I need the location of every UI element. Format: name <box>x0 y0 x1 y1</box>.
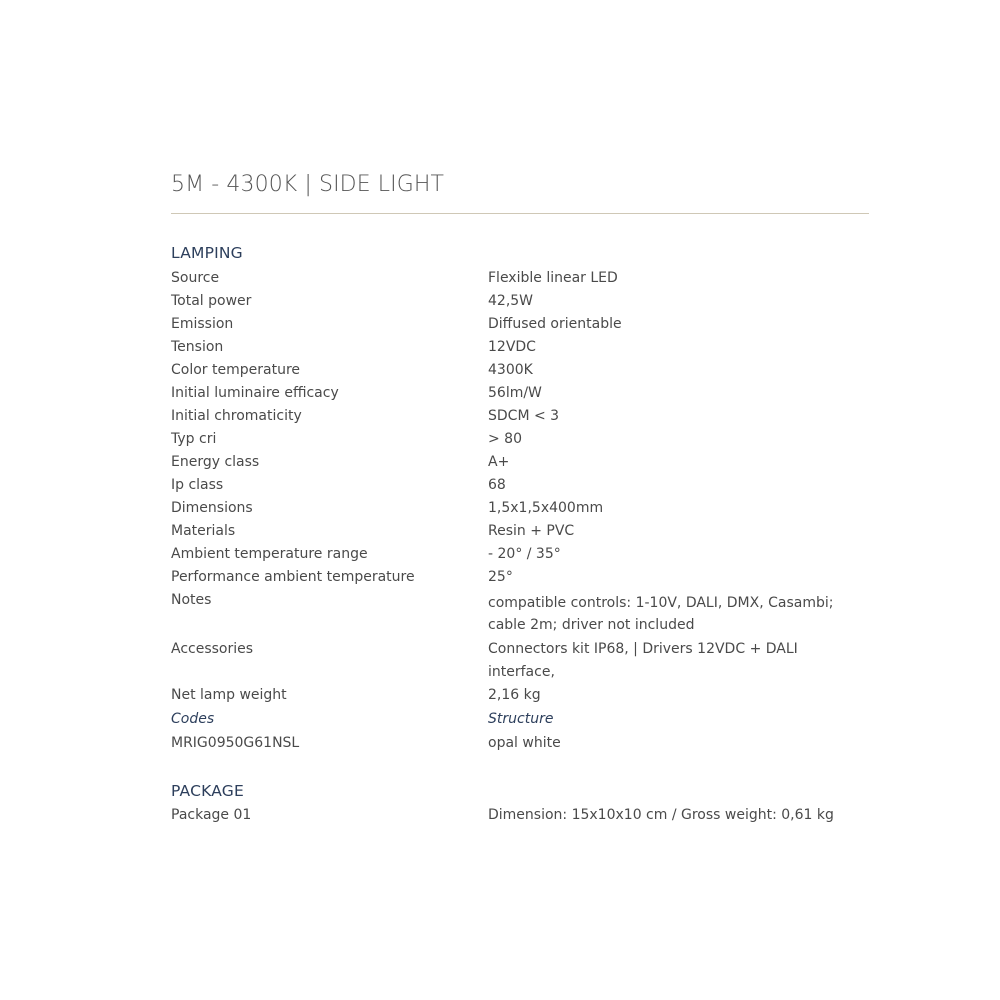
spec-label: Energy class <box>171 454 260 470</box>
package-label: Package 01 <box>171 807 252 823</box>
spec-label: Ambient temperature range <box>171 546 368 562</box>
spec-label: Total power <box>171 293 252 309</box>
spec-value: > 80 <box>488 431 522 447</box>
spec-value: Diffused orientable <box>488 316 622 332</box>
spec-label: Performance ambient temperature <box>171 569 415 585</box>
spec-label: Accessories <box>171 641 254 657</box>
spec-row-net-lamp-weight <box>171 684 869 707</box>
spec-row-typ-cri <box>171 428 869 451</box>
package-value: Dimension: 15x10x10 cm / Gross weight: 0,61 kg <box>488 807 834 823</box>
lamping-spec-list <box>171 267 869 707</box>
spec-label: Emission <box>171 316 234 332</box>
spec-label: Initial luminaire efficacy <box>171 385 339 401</box>
structure-heading: Structure <box>488 711 554 727</box>
spec-label: Net lamp weight <box>171 687 287 703</box>
spec-value: - 20° / 35° <box>488 546 561 562</box>
spec-row-total-power <box>171 290 869 313</box>
spec-row-color-temperature <box>171 359 869 382</box>
spec-label: Color temperature <box>171 362 301 378</box>
spec-value: 68 <box>488 477 506 493</box>
product-code: MRIG0950G61NSL <box>171 735 300 751</box>
spec-label: Tension <box>171 339 224 355</box>
lamping-heading: LAMPING <box>171 244 243 262</box>
spec-row-notes <box>171 589 869 636</box>
spec-value: 42,5W <box>488 293 534 309</box>
spec-value: 25° <box>488 569 513 585</box>
spec-value: 12VDC <box>488 339 536 355</box>
spec-label: Typ cri <box>171 431 217 447</box>
spec-label: Notes <box>171 592 212 608</box>
spec-row-source <box>171 267 869 290</box>
spec-value: A+ <box>488 454 510 470</box>
codes-heading: Codes <box>171 711 215 727</box>
spec-value: compatible controls: 1-10V, DALI, DMX, Casambi; cable 2m; driver not included <box>488 595 834 633</box>
spec-label: Ip class <box>171 477 224 493</box>
spec-label: Initial chromaticity <box>171 408 302 424</box>
structure-value: opal white <box>488 735 561 751</box>
spec-value: SDCM < 3 <box>488 408 560 424</box>
title-divider <box>171 213 869 214</box>
spec-row-emission <box>171 313 869 336</box>
package-heading: PACKAGE <box>171 782 244 800</box>
spec-row-ambient-temperature-range <box>171 543 869 566</box>
spec-row-chromaticity <box>171 405 869 428</box>
spec-row-luminaire-efficacy <box>171 382 869 405</box>
spec-value: 56lm/W <box>488 385 542 401</box>
spec-value: 4300K <box>488 362 533 378</box>
spec-label: Dimensions <box>171 500 253 516</box>
spec-value: 1,5x1,5x400mm <box>488 500 604 516</box>
spec-row-tension <box>171 336 869 359</box>
spec-value: Flexible linear LED <box>488 270 618 286</box>
spec-row-ip-class <box>171 474 869 497</box>
spec-value: Resin + PVC <box>488 523 575 539</box>
spec-row-accessories <box>171 638 869 684</box>
spec-row-energy-class <box>171 451 869 474</box>
spec-label: Source <box>171 270 220 286</box>
spec-value: 2,16 kg <box>488 687 541 703</box>
product-title: 5M - 4300K | SIDE LIGHT <box>171 172 445 197</box>
spec-value: Connectors kit IP68, | Drivers 12VDC + DALI interface, <box>488 641 798 680</box>
spec-row-dimensions <box>171 497 869 520</box>
product-spec-sheet <box>171 0 869 1000</box>
spec-row-materials <box>171 520 869 543</box>
spec-label: Materials <box>171 523 236 539</box>
spec-row-performance-temperature <box>171 566 869 589</box>
